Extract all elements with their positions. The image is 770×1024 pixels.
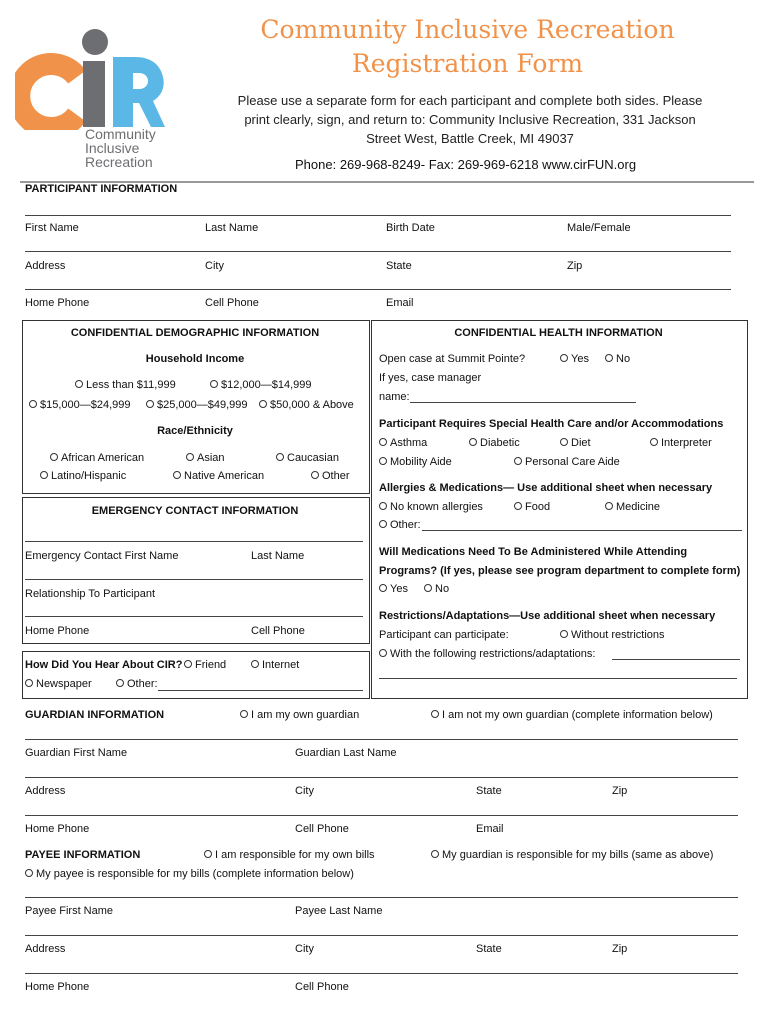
demographic-heading: CONFIDENTIAL DEMOGRAPHIC INFORMATION bbox=[70, 327, 320, 339]
logo bbox=[15, 15, 165, 177]
income-heading: Household Income bbox=[145, 353, 245, 365]
radio-icon bbox=[560, 354, 568, 362]
income-option[interactable]: $50,000 & Above bbox=[259, 399, 354, 411]
guardian-home-phone-label: Home Phone bbox=[25, 823, 90, 835]
guardian-email-label: Email bbox=[476, 823, 504, 835]
can-participate-label: Participant can participate: bbox=[379, 629, 509, 641]
special-option[interactable]: Interpreter bbox=[650, 437, 712, 449]
race-option[interactable]: Other bbox=[311, 470, 350, 482]
logo-name-line: Recreation bbox=[85, 154, 153, 170]
special-option[interactable]: Personal Care Aide bbox=[514, 456, 620, 468]
hear-option-friend[interactable]: Friend bbox=[184, 659, 226, 671]
case-manager-label: If yes, case manager bbox=[379, 372, 482, 384]
allergy-option[interactable]: No known allergies bbox=[379, 501, 483, 513]
guardian-not-own-option[interactable]: I am not my own guardian (complete information below) bbox=[431, 709, 713, 721]
radio-icon bbox=[25, 869, 33, 877]
race-option[interactable]: Asian bbox=[186, 452, 225, 464]
payee-address-label: Address bbox=[25, 943, 66, 955]
emergency-box bbox=[22, 497, 370, 644]
without-restrictions-option[interactable]: Without restrictions bbox=[560, 629, 665, 641]
radio-icon bbox=[50, 453, 58, 461]
guardian-heading: GUARDIAN INFORMATION bbox=[25, 709, 165, 721]
intro-line: Street West, Battle Creek, MI 49037 bbox=[366, 131, 574, 146]
allergy-option[interactable]: Food bbox=[514, 501, 550, 513]
open-case-label: Open case at Summit Pointe? bbox=[379, 353, 526, 365]
payee-first-name-label: Payee First Name bbox=[25, 905, 114, 917]
radio-icon bbox=[186, 453, 194, 461]
special-care-heading: Participant Requires Special Health Care and/or Accommodations bbox=[379, 418, 724, 430]
participant-home-phone-label: Home Phone bbox=[25, 297, 90, 309]
participant-gender-label: Male/Female bbox=[567, 222, 631, 234]
guardian-city-label: City bbox=[295, 785, 314, 797]
medications-no[interactable]: No bbox=[424, 583, 449, 595]
radio-icon bbox=[514, 457, 522, 465]
radio-icon bbox=[25, 679, 33, 687]
radio-icon bbox=[424, 584, 432, 592]
radio-icon bbox=[204, 850, 212, 858]
medications-yes[interactable]: Yes bbox=[379, 583, 408, 595]
hear-option-other[interactable]: Other: bbox=[116, 678, 158, 690]
logo-name bbox=[85, 127, 156, 169]
radio-icon bbox=[210, 380, 218, 388]
radio-icon bbox=[173, 471, 181, 479]
radio-icon bbox=[40, 471, 48, 479]
open-case-no[interactable]: No bbox=[605, 353, 630, 365]
guardian-zip-label: Zip bbox=[612, 785, 628, 797]
radio-icon bbox=[469, 438, 477, 446]
radio-icon bbox=[431, 710, 439, 718]
radio-icon bbox=[605, 502, 613, 510]
radio-icon bbox=[379, 520, 387, 528]
special-option[interactable]: Mobility Aide bbox=[379, 456, 452, 468]
participant-email-label: Email bbox=[386, 297, 414, 309]
restrictions-heading: Restrictions/Adaptations—Use additional sheet when necessary bbox=[379, 610, 716, 622]
participant-city-label: City bbox=[205, 260, 224, 272]
emergency-home-phone-label: Home Phone bbox=[25, 625, 90, 637]
hear-about-cir bbox=[25, 659, 182, 671]
payee-last-name-label: Payee Last Name bbox=[295, 905, 383, 917]
race-option[interactable]: African American bbox=[50, 452, 144, 464]
participant-cell-phone-label: Cell Phone bbox=[205, 297, 259, 309]
participant-state-label: State bbox=[386, 260, 412, 272]
income-option[interactable]: Less than $11,999 bbox=[75, 379, 176, 391]
radio-icon bbox=[259, 400, 267, 408]
race-option[interactable]: Latino/Hispanic bbox=[40, 470, 126, 482]
intro-line: Please use a separate form for each participant and complete both sides. Please bbox=[237, 93, 703, 108]
payee-other-option[interactable]: My payee is responsible for my bills (complete information below) bbox=[25, 868, 354, 880]
radio-icon bbox=[431, 850, 439, 858]
radio-icon bbox=[116, 679, 124, 687]
medications-heading-line1: Will Medications Need To Be Administered While Attending bbox=[379, 546, 688, 558]
participant-heading: PARTICIPANT INFORMATION bbox=[25, 183, 178, 195]
radio-icon bbox=[184, 660, 192, 668]
emergency-last-name-label: Last Name bbox=[251, 550, 305, 562]
radio-icon bbox=[560, 438, 568, 446]
payee-guardian-option[interactable]: My guardian is responsible for my bills (same as above) bbox=[431, 849, 713, 861]
intro-text bbox=[225, 91, 715, 148]
allergy-option[interactable]: Medicine bbox=[605, 501, 660, 513]
participant-first-name-label: First Name bbox=[25, 222, 79, 234]
special-option[interactable]: Asthma bbox=[379, 437, 427, 449]
radio-icon bbox=[311, 471, 319, 479]
allergies-heading: Allergies & Medications— Use additional sheet when necessary bbox=[379, 482, 713, 494]
guardian-address-label: Address bbox=[25, 785, 66, 797]
participant-last-name-label: Last Name bbox=[205, 222, 259, 234]
allergy-option-other[interactable]: Other: bbox=[379, 519, 421, 531]
radio-icon bbox=[650, 438, 658, 446]
payee-home-phone-label: Home Phone bbox=[25, 981, 90, 993]
radio-icon bbox=[379, 502, 387, 510]
guardian-last-name-label: Guardian Last Name bbox=[295, 747, 397, 759]
form-title-line1: Community Inclusive Recreation bbox=[260, 15, 675, 44]
payee-state-label: State bbox=[476, 943, 502, 955]
radio-icon bbox=[560, 630, 568, 638]
emergency-relationship-label: Relationship To Participant bbox=[25, 588, 156, 600]
logo-name-line: Community bbox=[85, 126, 156, 142]
hear-option-newspaper[interactable]: Newspaper bbox=[25, 678, 92, 690]
guardian-cell-phone-label: Cell Phone bbox=[295, 823, 349, 835]
medications-heading-line2: Programs? (If yes, please see program department to complete form) bbox=[379, 565, 741, 577]
radio-icon bbox=[379, 584, 387, 592]
hear-option-internet[interactable]: Internet bbox=[251, 659, 299, 671]
health-heading: CONFIDENTIAL HEALTH INFORMATION bbox=[454, 327, 663, 339]
participant-address-label: Address bbox=[25, 260, 66, 272]
radio-icon bbox=[379, 649, 387, 657]
special-option[interactable]: Diabetic bbox=[469, 437, 520, 449]
hear-label: How Did You Hear About CIR? bbox=[25, 659, 183, 671]
income-option[interactable]: $15,000—$24,999 bbox=[29, 399, 131, 411]
radio-icon bbox=[379, 457, 387, 465]
cir-logo-graphic bbox=[15, 15, 165, 130]
guardian-first-name-label: Guardian First Name bbox=[25, 747, 128, 759]
income-option[interactable]: $25,000—$49,999 bbox=[146, 399, 248, 411]
emergency-heading: EMERGENCY CONTACT INFORMATION bbox=[91, 505, 299, 517]
radio-icon bbox=[29, 400, 37, 408]
radio-icon bbox=[379, 438, 387, 446]
payee-zip-label: Zip bbox=[612, 943, 628, 955]
intro-line: print clearly, sign, and return to: Community Inclusive Recreation, 331 Jackson bbox=[244, 112, 696, 127]
radio-icon bbox=[75, 380, 83, 388]
emergency-first-name-label: Emergency Contact First Name bbox=[25, 550, 179, 562]
race-option[interactable]: Caucasian bbox=[276, 452, 339, 464]
guardian-state-label: State bbox=[476, 785, 502, 797]
radio-icon bbox=[240, 710, 248, 718]
special-option[interactable]: Diet bbox=[560, 437, 591, 449]
form-title-line2: Registration Form bbox=[351, 49, 584, 78]
radio-icon bbox=[146, 400, 154, 408]
race-heading: Race/Ethnicity bbox=[157, 425, 233, 437]
income-option[interactable]: $12,000—$14,999 bbox=[210, 379, 312, 391]
emergency-cell-phone-label: Cell Phone bbox=[251, 625, 305, 637]
race-option[interactable]: Native American bbox=[173, 470, 264, 482]
radio-icon bbox=[251, 660, 259, 668]
payee-cell-phone-label: Cell Phone bbox=[295, 981, 349, 993]
radio-icon bbox=[605, 354, 613, 362]
payee-city-label: City bbox=[295, 943, 314, 955]
participant-zip-label: Zip bbox=[567, 260, 583, 272]
contact-info: Phone: 269-968-8249- Fax: 269-969-6218 www.cirFUN.org bbox=[295, 157, 637, 172]
logo-name-line: Inclusive bbox=[85, 140, 140, 156]
participant-birth-date-label: Birth Date bbox=[386, 222, 435, 234]
with-restrictions-option[interactable]: With the following restrictions/adaptations: bbox=[379, 648, 595, 660]
payee-heading: PAYEE INFORMATION bbox=[25, 849, 141, 861]
open-case-yes[interactable]: Yes bbox=[560, 353, 589, 365]
payee-own-option[interactable]: I am responsible for my own bills bbox=[204, 849, 375, 861]
radio-icon bbox=[276, 453, 284, 461]
radio-icon bbox=[514, 502, 522, 510]
guardian-own-option[interactable]: I am my own guardian bbox=[240, 709, 359, 721]
case-manager-name-label: name: bbox=[379, 391, 410, 403]
